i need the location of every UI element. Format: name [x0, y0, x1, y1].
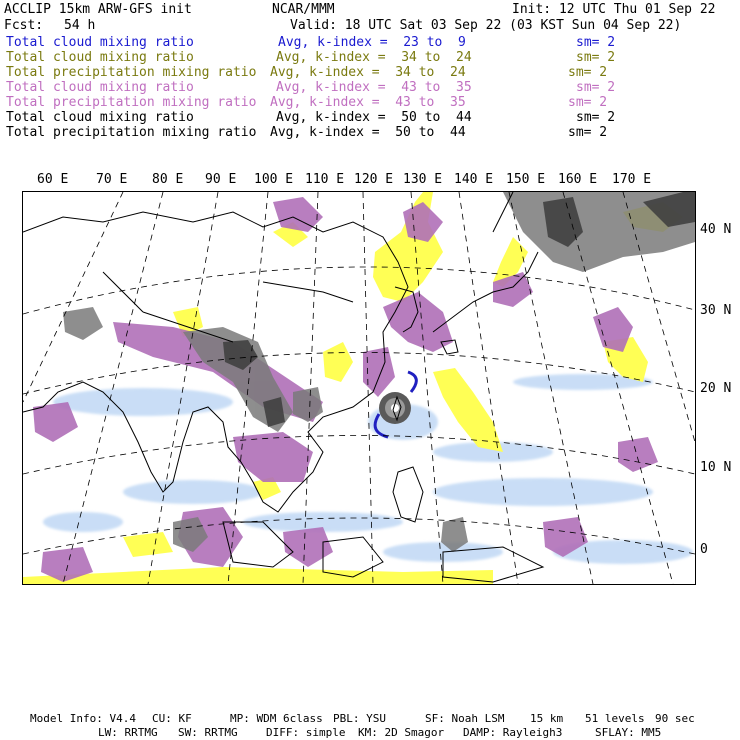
- footer-sflay: SFLAY: MM5: [595, 726, 662, 739]
- legend-row-3-avg: Avg, k-index = 34 to 24: [270, 65, 466, 80]
- footer-lw: LW: RRTMG: [98, 726, 158, 739]
- legend-row-2-sm: sm= 2: [576, 50, 616, 65]
- legend-row-3-name: Total precipitation mixing ratio: [6, 65, 257, 80]
- footer-km: KM: 2D Smagor: [358, 726, 445, 739]
- map-canvas: [23, 192, 695, 584]
- lon-label-90e: 90 E: [205, 172, 237, 187]
- legend-row-5-avg: Avg, k-index = 43 to 35: [270, 95, 466, 110]
- forecast-label: Fcst:: [4, 18, 44, 33]
- lat-label-0: 0: [700, 542, 708, 557]
- legend-row-7-sm: sm= 2: [568, 125, 608, 140]
- legend-row-2-name: Total cloud mixing ratio: [6, 50, 194, 65]
- lon-label-150e: 150 E: [506, 172, 546, 187]
- legend-row-3-sm: sm= 2: [568, 65, 608, 80]
- legend-row-5-name: Total precipitation mixing ratio: [6, 95, 257, 110]
- footer-diff: DIFF: simple: [266, 726, 346, 739]
- lon-label-140e: 140 E: [454, 172, 494, 187]
- lat-label-20n: 20 N: [700, 381, 732, 396]
- lon-label-130e: 130 E: [403, 172, 443, 187]
- footer-levels: 51 levels: [585, 712, 645, 725]
- org-label: NCAR/MMM: [272, 2, 335, 17]
- legend-row-2-avg: Avg, k-index = 34 to 24: [276, 50, 472, 65]
- init-time: Init: 12 UTC Thu 01 Sep 22: [512, 2, 716, 17]
- footer-cu: CU: KF: [152, 712, 192, 725]
- lon-label-170e: 170 E: [612, 172, 652, 187]
- legend-row-5-sm: sm= 2: [568, 95, 608, 110]
- footer-mp: MP: WDM 6class: [230, 712, 323, 725]
- legend-row-1-avg: Avg, k-index = 23 to 9: [278, 35, 466, 50]
- valid-time: Valid: 18 UTC Sat 03 Sep 22 (03 KST Sun 04 Sep 22): [290, 18, 682, 33]
- lon-label-80e: 80 E: [152, 172, 184, 187]
- weather-map: [22, 191, 696, 585]
- lat-label-30n: 30 N: [700, 303, 732, 318]
- lat-label-40n: 40 N: [700, 222, 732, 237]
- lon-label-120e: 120 E: [354, 172, 394, 187]
- legend-row-6-avg: Avg, k-index = 50 to 44: [276, 110, 472, 125]
- legend-row-7-name: Total precipitation mixing ratio: [6, 125, 257, 140]
- lon-label-100e: 100 E: [254, 172, 294, 187]
- footer-damp: DAMP: Rayleigh3: [463, 726, 563, 739]
- forecast-hours: 54 h: [64, 18, 96, 33]
- lon-label-160e: 160 E: [558, 172, 598, 187]
- lat-label-10n: 10 N: [700, 460, 732, 475]
- legend-row-7-avg: Avg, k-index = 50 to 44: [270, 125, 466, 140]
- lon-label-70e: 70 E: [96, 172, 128, 187]
- model-title: ACCLIP 15km ARW-GFS init: [4, 2, 192, 17]
- legend-row-1-sm: sm= 2: [576, 35, 616, 50]
- legend-row-4-name: Total cloud mixing ratio: [6, 80, 194, 95]
- legend-row-1-name: Total cloud mixing ratio: [6, 35, 194, 50]
- footer-resolution: 15 km: [530, 712, 564, 725]
- legend-row-4-avg: Avg, k-index = 43 to 35: [276, 80, 472, 95]
- lon-label-60e: 60 E: [37, 172, 69, 187]
- footer-sw: SW: RRTMG: [178, 726, 238, 739]
- legend-row-4-sm: sm= 2: [576, 80, 616, 95]
- legend-row-6-sm: sm= 2: [576, 110, 616, 125]
- footer-model-info: Model Info: V4.4: [30, 712, 136, 725]
- footer-sf: SF: Noah LSM: [425, 712, 505, 725]
- footer-pbl: PBL: YSU: [333, 712, 386, 725]
- footer-timestep: 90 sec: [655, 712, 695, 725]
- legend-row-6-name: Total cloud mixing ratio: [6, 110, 194, 125]
- lon-label-110e: 110 E: [305, 172, 345, 187]
